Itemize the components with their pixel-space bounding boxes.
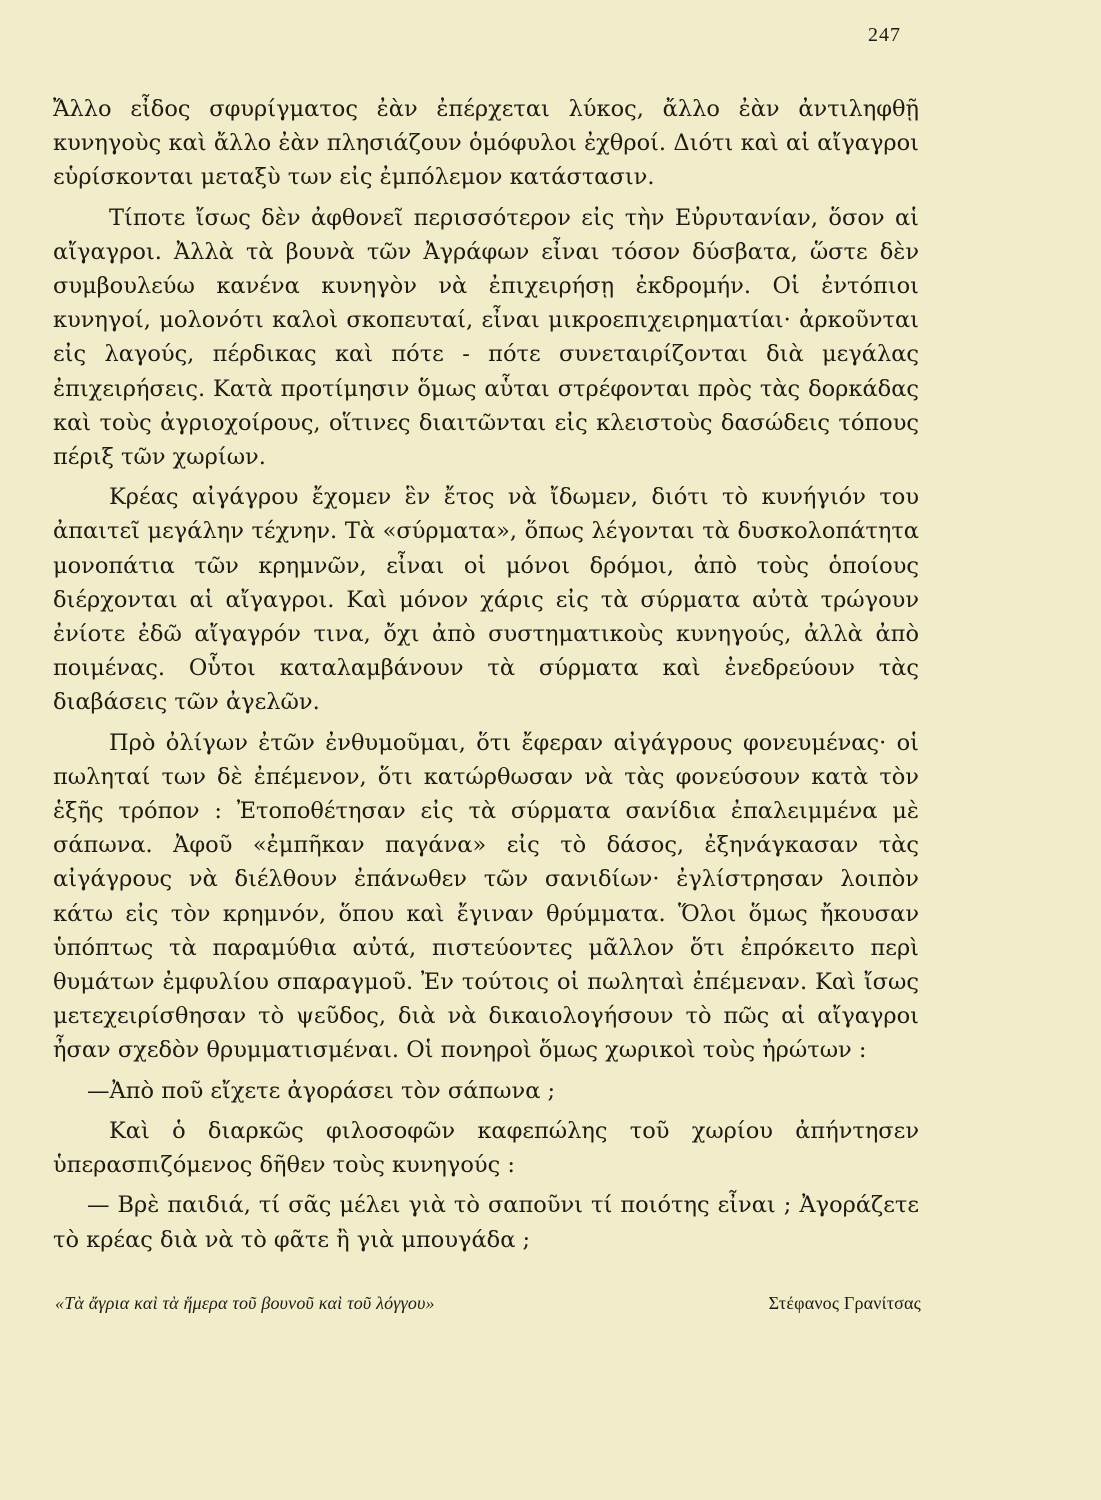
article-body: [53, 92, 919, 1263]
paragraph-4: Πρὸ ὀλίγων ἐτῶν ἐνθυμοῦμαι, ὅτι ἔφεραν αἰγάγρους φονευμένας· οἱ πωληταί των δὲ ἐπέμενον, ὅτι κατώρθωσαν νὰ τὰς φονεύσουν κατὰ τὸν ἑξῆς τρόπον : Ἐτοποθέτησαν εἰς τὰ σύρματα σανίδια ἐπαλειμμένα μὲ σάπωνα. Ἀφοῦ «ἐμπῆκαν παγάνα» εἰς τὸ δάσος, ἐξηνάγκασαν τὰς αἰγάγρους νὰ διέλθουν ἐπάνωθεν τῶν σανιδίων· ἐγλίστρησαν λοιπὸν κάτω εἰς τὸν κρημνόν, ὅπου καὶ ἔγιναν θρύμματα. Ὅλοι ὅμως ἤκουσαν ὑπόπτως τὰ παραμύθια αὐτά, πιστεύοντες μᾶλλον ὅτι ἐπρόκειτο περὶ θυμάτων ἐμφυλίου σπαραγμοῦ. Ἐν τούτοις οἱ πωληταὶ ἐπέμεναν. Καὶ ἴσως μετεχειρίσθησαν τὸ ψεῦδος, διὰ νὰ δικαιολογήσουν τὸ πῶς αἱ αἴγαγροι ἦσαν σχεδὸν θρυμματισμέναι. Οἱ πονηροὶ ὅμως χωρικοὶ τοὺς ἠρώτων :: [53, 729, 919, 1064]
source-title: «Τὰ ἄγρια καὶ τὰ ἥμερα τοῦ βουνοῦ καὶ τοῦ λόγγου»: [55, 1293, 435, 1313]
dialog-question: —Ἀπὸ ποῦ εἴχετε ἀγοράσει τὸν σάπωνα ;: [87, 1077, 556, 1104]
author-name: Στέφανος Γρανίτσας: [768, 1293, 921, 1313]
paragraph-3: Κρέας αἰγάγρου ἔχομεν ἓν ἔτος νὰ ἴδωμεν, διότι τὸ κυνήγιόν του ἀπαιτεῖ μεγάλην τέχνην. Τὰ «σύρματα», ὅπως λέγονται τὰ δυσκολοπάτητα μονοπάτια τῶν κρημνῶν, εἶναι οἱ μόνοι δρόμοι, ἀπὸ τοὺς ὁποίους διέρχονται αἱ αἴγαγροι. Καὶ μόνον χάρις εἰς τὰ σύρματα αὐτὰ τρώγουν ἐνίοτε ἐδῶ αἴγαγρόν τινα, ὄχι ἀπὸ συστηματικοὺς κυνηγούς, ἀλλὰ ἀπὸ ποιμένας. Οὗτοι καταλαμβάνουν τὰ σύρματα καὶ ἐνεδρεύουν τὰς διαβάσεις τῶν ἀγελῶν.: [53, 484, 919, 716]
page-number: 247: [868, 24, 901, 46]
paragraph-5: Καὶ ὁ διαρκῶς φιλοσοφῶν καφεπώλης τοῦ χωρίου ἀπήντησεν ὑπερασπιζόμενος δῆθεν τοὺς κυνηγούς :: [53, 1117, 919, 1179]
paragraph-2: Τίποτε ἴσως δὲν ἀφθονεῖ περισσότερον εἰς τὴν Εὐρυτανίαν, ὅσον αἱ αἴγαγροι. Ἀλλὰ τὰ βουνὰ τῶν Ἀγράφων εἶναι τόσον δύσβατα, ὥστε δὲν συμβουλεύω κανένα κυνηγὸν νὰ ἐπιχειρήσῃ ἐκδρομήν. Οἱ ἐντόπιοι κυνηγοί, μολονότι καλοὶ σκοπευταί, εἶναι μικροεπιχειρηματίαι· ἀρκοῦνται εἰς λαγούς, πέρδικας καὶ πότε - πότε συνεταιρίζονται διὰ μεγάλας ἐπιχειρήσεις. Κατὰ προτίμησιν ὅμως αὗται στρέφονται πρὸς τὰς δορκάδας καὶ τοὺς ἀγριοχοίρους, οἵτινες διαιτῶνται εἰς κλειστοὺς δασώδεις τόπους πέριξ τῶν χωρίων.: [53, 204, 919, 471]
dialog-answer: — Βρὲ παιδιά, τί σᾶς μέλει γιὰ τὸ σαποῦνι τί ποιότης εἶναι ; Ἀγοράζετε τὸ κρέας διὰ νὰ τὸ φᾶτε ἢ γιὰ μπουγάδα ;: [53, 1192, 919, 1253]
citation-footer: [55, 1293, 921, 1314]
paragraph-1: Ἄλλο εἶδος σφυρίγματος ἐὰν ἐπέρχεται λύκος, ἄλλο ἐὰν ἀντιληφθῇ κυνηγοὺς καὶ ἄλλο ἐὰν πλησιάζουν ὁμόφυλοι ἐχθροί. Διότι καὶ αἱ αἴγαγροι εὑρίσκονται μεταξὺ των εἰς ἐμπόλεμον κατάστασιν.: [53, 96, 919, 191]
